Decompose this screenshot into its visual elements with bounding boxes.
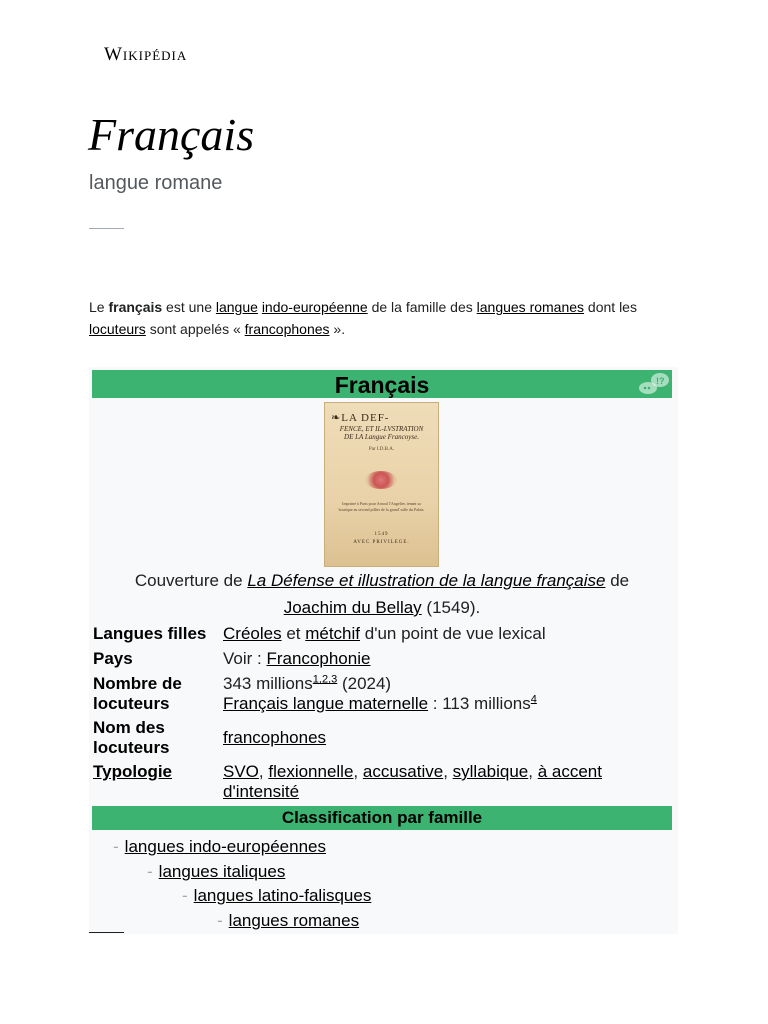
infobox-title [92,370,672,398]
link-flexionnelle[interactable]: flexionnelle [268,762,354,781]
link-locuteurs[interactable]: locuteurs [89,321,146,337]
ref-link[interactable]: 4 [530,693,537,706]
link-langue[interactable]: langue [215,299,258,315]
cover-author-text: Par I.D.B.A. [368,447,395,452]
link-langues-romanes[interactable]: langues romanes [476,299,585,315]
intro-paragraph [89,296,679,340]
row-label: Langues filles [93,624,207,643]
title-divider [89,228,124,229]
row-label: Nombre de locuteurs [93,674,182,713]
tree-item: - langues romanes [217,911,360,930]
intro-text: est une [162,299,216,315]
discussion-icon[interactable] [636,371,670,397]
link-creoles[interactable]: Créoles [223,624,282,643]
image-caption: Couverture de La Défense et illustration de la langue française de Joachim du Bellay (1549). [134,571,630,617]
row-value: Créoles et métchif d'un point de vue lexical [223,624,546,643]
row-label: Pays [93,649,133,668]
row-value: SVO, flexionnelle, accusative, syllabique, à accent d'intensité [223,762,602,801]
link-joachim-du-bellay[interactable]: Joachim du Bellay [283,598,422,617]
link-francophonie[interactable]: Francophonie [266,649,371,668]
intro-text: Le [89,299,109,315]
link-indo-europeenne[interactable]: indo-européenne [261,299,368,315]
cover-subtitle-text: FENCE, ET IL-LVSTRATION DE LA Langue Francoyse. [339,425,424,441]
row-value [223,728,673,748]
link-accent-intensite[interactable]: à accent d'intensité [223,762,602,801]
page-subtitle: langue romane [89,172,223,194]
printer-mark-icon [365,471,397,489]
section-divider [89,932,124,933]
infobox [89,367,678,934]
link-syllabique[interactable]: syllabique [452,762,529,781]
link-francophones[interactable]: francophones [244,321,330,337]
link-metchif[interactable]: métchif [305,624,361,643]
svg-text:!?: !? [656,376,665,386]
cover-title-text: ❧LA DEF- [331,412,390,424]
link-langues-latino-falisques[interactable]: langues latino-falisques [193,886,372,905]
row-value: 343 millions$^{1,2,3}$ (2024) Français langue maternelle : 113 millions$^4$ [223,673,537,713]
row-label [93,762,221,782]
infobox-title-text: Français [334,372,430,398]
link-typologie[interactable]: Typologie [93,762,173,781]
link-svo[interactable]: SVO [223,762,259,781]
link-francophones-infobox[interactable]: francophones [223,728,327,747]
link-langues-italiques[interactable]: langues italiques [158,862,286,881]
link-langues-indo-europeennes[interactable]: langues indo-européennes [124,837,326,856]
intro-text: dont les [584,299,637,315]
tree-item: - langues latino-falisques [182,886,372,905]
intro-text: de la famille des [367,299,477,315]
tree-item: - langues indo-européennes [113,837,326,856]
row-label: Nom des locuteurs [93,718,170,757]
link-defense-illustration[interactable]: La Défense et illustration de la langue française [247,571,606,590]
intro-bold-term: français [108,299,163,315]
cover-imprint-text: Imprimé à Paris pour Arnoul l'Angelier, tenant sa boutique au second pillier de la grand' salle du Palais. [338,501,425,512]
cover-privilege-text: 1549 AVEC PRIVILEGE. [353,532,410,545]
book-cover-image[interactable] [324,402,439,567]
wikipedia-logo[interactable]: Wikipédia [104,44,188,65]
classification-header: Classification par famille [92,806,672,830]
link-accusative[interactable]: accusative [362,762,444,781]
link-francais-langue-maternelle[interactable]: Français langue maternelle [223,694,429,713]
page-title: Français [88,109,255,160]
link-langues-romanes-tree[interactable]: langues romanes [228,911,360,930]
tree-item: - langues italiques [147,862,286,881]
row-value: Voir : Francophonie [223,649,371,668]
intro-text: ». [329,321,346,337]
ref-link[interactable]: 1,2,3 [312,673,338,686]
intro-text: sont appelés « [145,321,245,337]
